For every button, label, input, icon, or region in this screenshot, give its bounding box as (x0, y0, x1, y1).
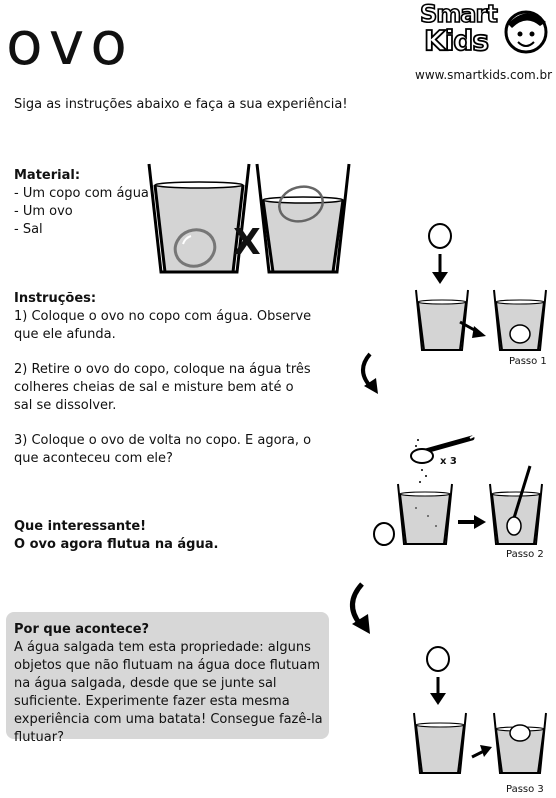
material-item: - Sal (14, 222, 43, 237)
instruction-step-2: 2) Retire o ovo do copo, coloque na água três colheres cheias de sal e misture bem até o sal se dissolver. (14, 362, 311, 413)
site-url[interactable]: www.smartkids.com.br (415, 68, 553, 82)
egg-icon (429, 224, 451, 248)
comparison-mark: X (233, 222, 261, 263)
why-text: A água salgada tem esta propriedade: alguns objetos que não flutuam na água doce flutuam na água salgada, desde que se junte sal suficiente. Experimente fazer esta mesma experiência com uma batata! Consegue fazê-la flutuar? (14, 640, 323, 745)
arrow-right-icon (474, 515, 486, 529)
arrow-right-icon (472, 326, 486, 338)
intro-text: Siga as instruções abaixo e faça a sua experiência! (14, 97, 348, 112)
instruction-step-3: 3) Coloque o ovo de volta no copo. E agora, o que aconteceu com ele? (14, 433, 312, 466)
material-section (14, 167, 149, 239)
step-3-label: Passo 3 (506, 784, 544, 795)
conclusion-text (14, 518, 218, 554)
spoon-multiplier: x 3 (440, 456, 457, 467)
egg-icon (427, 647, 449, 671)
conclusion-line-1: Que interessante! (14, 519, 147, 534)
why-heading: Por que acontece? (14, 622, 150, 637)
instruction-step-1: 1) Coloque o ovo no copo com água. Observe que ele afunda. (14, 309, 312, 342)
conclusion-line-2: O ovo agora flutua na água. (14, 537, 219, 552)
step-1-label: Passo 1 (509, 356, 547, 367)
glass-egg-floating-icon (257, 164, 349, 272)
step2-illustration (372, 430, 547, 555)
logo-text-top: Smart (420, 0, 497, 28)
smartkids-logo (418, 0, 548, 62)
step1-illustration (410, 222, 550, 362)
curved-arrow-icon (342, 580, 382, 640)
step-2-label: Passo 2 (506, 549, 544, 560)
material-heading: Material: (14, 168, 81, 183)
material-item: - Um ovo (14, 204, 73, 219)
instructions-section (14, 290, 314, 485)
step3-illustration (410, 645, 550, 785)
logo-text-bottom: Kids (424, 24, 489, 57)
why-box (6, 612, 329, 745)
curved-arrow-icon (352, 350, 392, 400)
material-item: - Um copo com água (14, 186, 149, 201)
egg-icon (374, 523, 394, 545)
page-title: ovo (6, 9, 133, 79)
arrow-down-icon (430, 693, 446, 705)
instructions-heading: Instruções: (14, 291, 97, 306)
arrow-down-icon (432, 272, 448, 284)
